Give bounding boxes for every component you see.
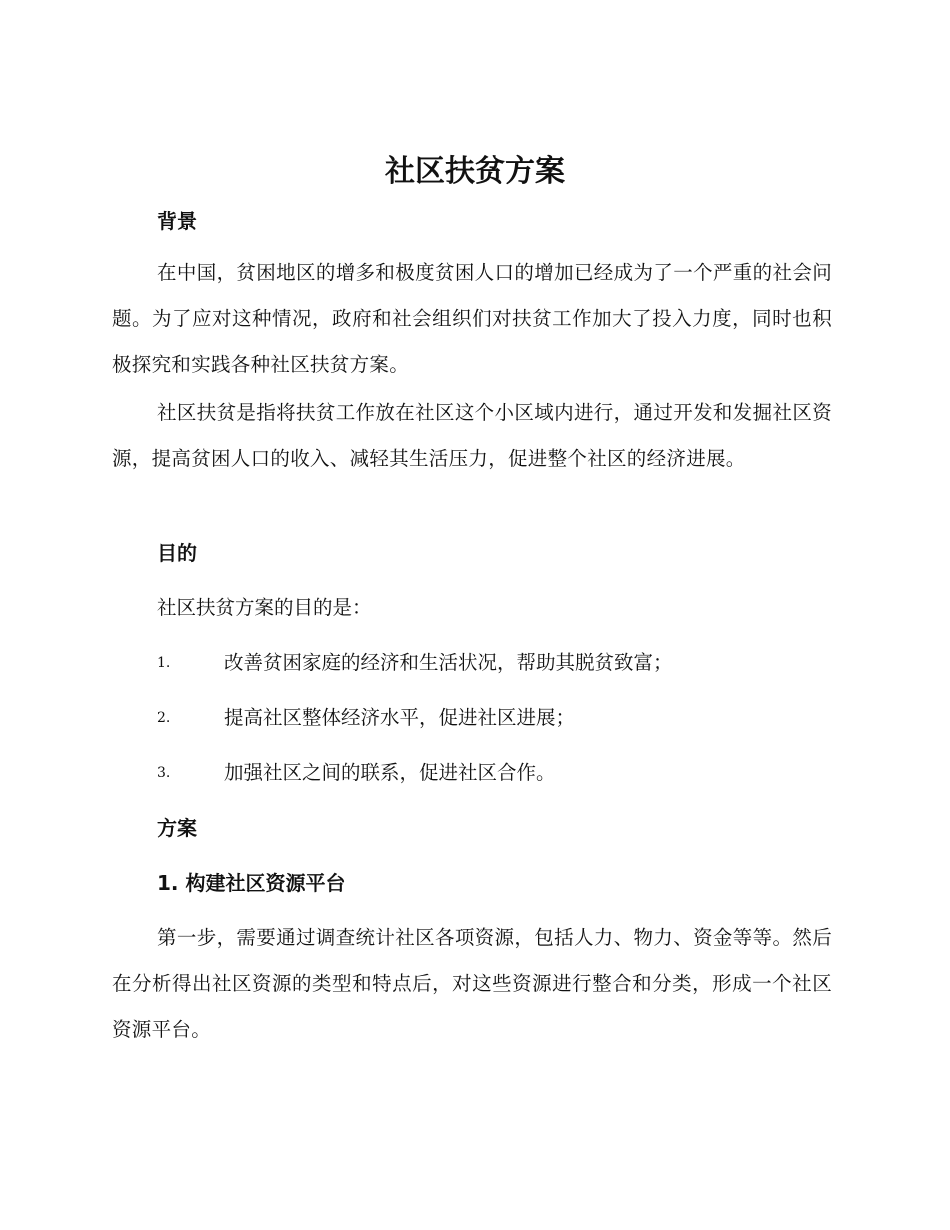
purpose-intro: 社区扶贫方案的目的是： [157, 596, 372, 619]
list-item [157, 648, 837, 678]
list-item [157, 758, 837, 788]
list-item-text: 改善贫困家庭的经济和生活状况，帮助其脱贫致富； [224, 651, 673, 674]
list-item-number: 2. [157, 710, 171, 726]
section-heading-plan: 方案 [157, 816, 197, 840]
plan-subheading: 1. 构建社区资源平台 [157, 871, 346, 895]
background-paragraph-2: 社区扶贫是指将扶贫工作放在社区这个小区域内进行，通过开发和发掘社区资源，提高贫困人口的收入、减轻其生活压力，促进整个社区的经济进展。 [112, 401, 832, 470]
list-item [157, 703, 837, 733]
section-heading-purpose: 目的 [157, 541, 197, 565]
list-item-text: 加强社区之间的联系，促进社区合作。 [224, 761, 556, 784]
list-item-number: 1. [157, 655, 171, 671]
list-item-text: 提高社区整体经济水平，促进社区进展； [224, 706, 576, 729]
document-title: 社区扶贫方案 [385, 154, 565, 189]
plan-paragraph: 第一步，需要通过调查统计社区各项资源，包括人力、物力、资金等等。然后在分析得出社区资源的类型和特点后，对这些资源进行整合和分类，形成一个社区资源平台。 [112, 926, 832, 1041]
section-heading-background: 背景 [157, 209, 197, 233]
list-item-number: 3. [157, 765, 171, 781]
background-paragraph-1: 在中国，贫困地区的增多和极度贫困人口的增加已经成为了一个严重的社会问题。为了应对这种情况，政府和社会组织们对扶贫工作加大了投入力度，同时也积极探究和实践各种社区扶贫方案。 [112, 261, 832, 376]
